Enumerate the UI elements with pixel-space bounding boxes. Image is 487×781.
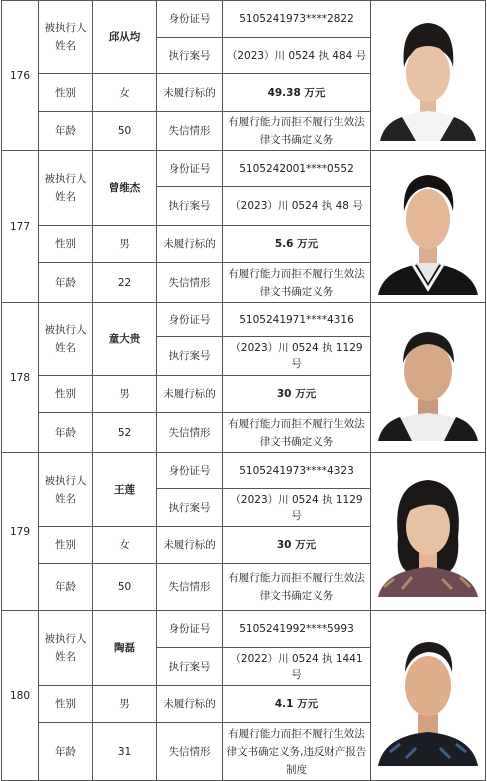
name-label: 被执行人姓名 <box>39 611 93 686</box>
gender-label: 性别 <box>39 527 93 564</box>
gender-label: 性别 <box>39 226 93 263</box>
gender-value: 男 <box>93 686 157 723</box>
id-card-label: 身份证号 <box>157 1 223 38</box>
id-card-value: 5105241971****4316 <box>223 303 371 337</box>
dishonesty-label: 失信情形 <box>157 413 223 453</box>
age-label: 年龄 <box>39 723 93 781</box>
debtor-name: 邱从均 <box>93 1 157 74</box>
age-value: 22 <box>93 263 157 303</box>
dishonesty-label: 失信情形 <box>157 263 223 303</box>
record-index: 179 <box>2 453 39 611</box>
debtor-name: 童大贵 <box>93 303 157 376</box>
id-card-value: 5105241992****5993 <box>223 611 371 648</box>
debtor-photo <box>371 151 486 303</box>
portrait-image <box>376 159 480 295</box>
amount-label: 未履行标的 <box>157 74 223 112</box>
id-card-value: 5105241973****4323 <box>223 453 371 489</box>
amount-value: 49.38 万元 <box>223 74 371 112</box>
dishonesty-value: 有履行能力而拒不履行生效法律文书确定义务 <box>223 413 371 453</box>
amount-label: 未履行标的 <box>157 376 223 413</box>
gender-value: 女 <box>93 527 157 564</box>
dishonesty-value: 有履行能力而拒不履行生效法律文书确定义务 <box>223 263 371 303</box>
id-card-label: 身份证号 <box>157 453 223 489</box>
id-card-value: 5105242001****0552 <box>223 151 371 187</box>
case-no-label: 执行案号 <box>157 38 223 74</box>
id-card-value: 5105241973****2822 <box>223 1 371 38</box>
case-no-value: （2022）川 0524 执 1441 号 <box>223 648 371 686</box>
age-value: 31 <box>93 723 157 781</box>
id-card-label: 身份证号 <box>157 303 223 337</box>
debtor-name: 王莲 <box>93 453 157 527</box>
amount-value: 30 万元 <box>223 376 371 413</box>
gender-label: 性别 <box>39 376 93 413</box>
gender-value: 男 <box>93 376 157 413</box>
id-card-label: 身份证号 <box>157 611 223 648</box>
case-no-label: 执行案号 <box>157 648 223 686</box>
case-no-label: 执行案号 <box>157 489 223 527</box>
name-label: 被执行人姓名 <box>39 1 93 74</box>
name-label: 被执行人姓名 <box>39 453 93 527</box>
id-card-label: 身份证号 <box>157 151 223 187</box>
portrait-image <box>376 467 480 597</box>
name-label: 被执行人姓名 <box>39 303 93 376</box>
gender-value: 女 <box>93 74 157 112</box>
case-no-value: （2023）川 0524 执 48 号 <box>223 187 371 226</box>
dishonesty-label: 失信情形 <box>157 723 223 781</box>
debtor-photo <box>371 453 486 611</box>
portrait-image <box>376 626 480 766</box>
age-value: 52 <box>93 413 157 453</box>
dishonesty-value: 有履行能力而拒不履行生效法律文书确定义务,违反财产报告制度 <box>223 723 371 781</box>
record-index: 177 <box>2 151 39 303</box>
amount-label: 未履行标的 <box>157 686 223 723</box>
dishonesty-value: 有履行能力而拒不履行生效法律文书确定义务 <box>223 112 371 151</box>
amount-value: 5.6 万元 <box>223 226 371 263</box>
record-179-row-1 <box>2 453 486 489</box>
amount-label: 未履行标的 <box>157 527 223 564</box>
gender-label: 性别 <box>39 686 93 723</box>
debtor-name: 曾维杰 <box>93 151 157 226</box>
amount-value: 4.1 万元 <box>223 686 371 723</box>
case-no-value: （2023）川 0524 执 484 号 <box>223 38 371 74</box>
debtor-photo <box>371 303 486 453</box>
age-value: 50 <box>93 112 157 151</box>
debtor-photo <box>371 611 486 781</box>
age-label: 年龄 <box>39 413 93 453</box>
age-label: 年龄 <box>39 112 93 151</box>
case-no-value: （2023）川 0524 执 1129 号 <box>223 489 371 527</box>
gender-label: 性别 <box>39 74 93 112</box>
case-no-label: 执行案号 <box>157 337 223 376</box>
dishonesty-value: 有履行能力而拒不履行生效法律文书确定义务 <box>223 564 371 611</box>
dishonest-debtor-table <box>1 0 486 781</box>
age-label: 年龄 <box>39 263 93 303</box>
age-label: 年龄 <box>39 564 93 611</box>
portrait-image <box>376 315 480 441</box>
portrait-image <box>376 11 480 141</box>
record-index: 176 <box>2 1 39 151</box>
dishonesty-label: 失信情形 <box>157 112 223 151</box>
record-index: 180 <box>2 611 39 781</box>
debtor-name: 陶磊 <box>93 611 157 686</box>
dishonesty-label: 失信情形 <box>157 564 223 611</box>
age-value: 50 <box>93 564 157 611</box>
case-no-value: （2023）川 0524 执 1129 号 <box>223 337 371 376</box>
debtor-photo <box>371 1 486 151</box>
record-180-row-1 <box>2 611 486 648</box>
record-177-row-1 <box>2 151 486 187</box>
amount-label: 未履行标的 <box>157 226 223 263</box>
name-label: 被执行人姓名 <box>39 151 93 226</box>
record-178-row-1 <box>2 303 486 337</box>
gender-value: 男 <box>93 226 157 263</box>
case-no-label: 执行案号 <box>157 187 223 226</box>
record-176-row-1 <box>2 1 486 38</box>
amount-value: 30 万元 <box>223 527 371 564</box>
record-index: 178 <box>2 303 39 453</box>
